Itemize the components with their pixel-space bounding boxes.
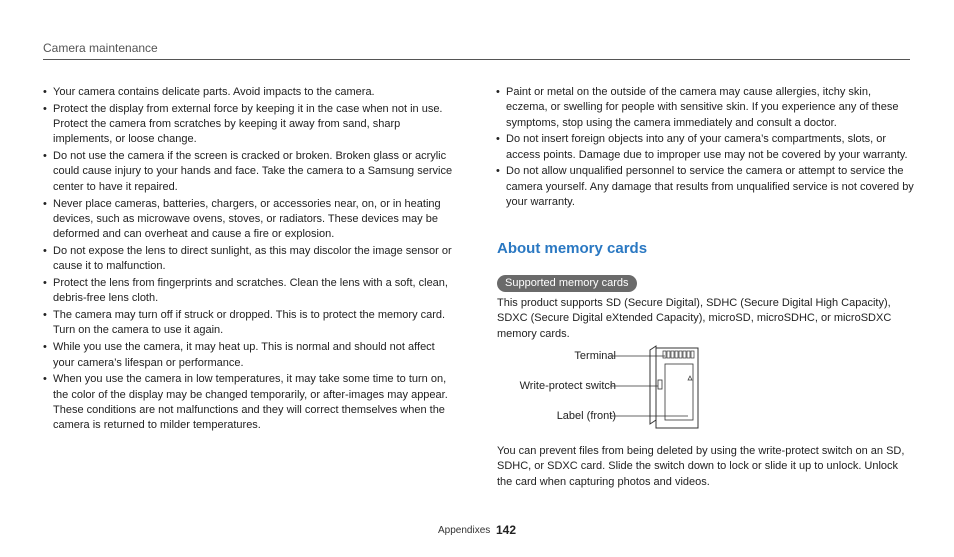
list-item: • Paint or metal on the outside of the camera may cause allergies, itchy skin, eczema, or swelling for people with sensitive skin. If you experience any of these symptoms, stop using the camera immediately and consult a doctor. <box>496 85 914 131</box>
memory-intro-paragraph: This product supports SD (Secure Digital), SDHC (Secure Digital High Capacity), SDXC (Secure Digital eXtended Capacity), microSD, microSDHC, or microSDXC memory cards. <box>497 297 892 340</box>
running-header: Camera maintenance <box>43 41 158 55</box>
header-rule <box>43 59 910 60</box>
list-item: • Protect the lens from fingerprints and scratches. Clean the lens with a soft, clean, debris-free lens cloth. <box>43 276 458 307</box>
sd-card-diagram <box>610 344 720 434</box>
section-title: About memory cards <box>497 240 648 257</box>
sd-card-back <box>650 346 656 424</box>
list-item: • Do not use the camera if the screen is cracked or broken. Broken glass or acrylic could cause injury to your hands and face. Take the camera to a Samsung service center to have it repaired. <box>43 149 458 195</box>
list-item: • The camera may turn off if struck or dropped. This is to protect the memory card. Turn on the camera to use it again. <box>43 308 458 339</box>
write-protect-label: Write-protect switch <box>519 380 616 392</box>
write-protect-switch <box>658 380 662 389</box>
list-item: • Do not allow unqualified personnel to service the camera or attempt to service the camera yourself. Any damage that results from unqualified service is not covered by your warranty. <box>496 164 914 210</box>
list-item: • Do not insert foreign objects into any of your camera’s compartments, slots, or access points. Damage due to improper use may not be covered by your warranty. <box>496 132 914 163</box>
list-item: • Do not expose the lens to direct sunlight, as this may discolor the image sensor or cause it to malfunction. <box>43 244 458 275</box>
label-front-label: Label (front) <box>556 410 616 422</box>
list-item: • Protect the display from external force by keeping it in the case when not in use. Protect the camera from scratches by keeping it away from sand, sharp implements, or loose change. <box>43 102 458 148</box>
list-item: • Never place cameras, batteries, chargers, or accessories near, on, or in heating devices, such as microwave ovens, stoves, or radiators. These devices may be deformed and can overheat and cause a fire or explosion. <box>43 197 458 243</box>
page-number: 142 <box>496 523 517 537</box>
right-bullet-list <box>496 85 914 212</box>
list-item: • While you use the camera, it may heat up. This is normal and should not affect your camera’s lifespan or performance. <box>43 340 458 371</box>
list-item: • Your camera contains delicate parts. Avoid impacts to the camera. <box>43 85 458 100</box>
footer-section-name: Appendixes <box>438 525 491 536</box>
list-item: • When you use the camera in low temperatures, it may take some time to turn on, the color of the display may be changed temporarily, or after-images may appear. These conditions are not malfunctions and they will correct themselves when the camera is returned to milder temperatures. <box>43 372 458 433</box>
terminal-label: Terminal <box>574 350 616 362</box>
left-bullet-list <box>43 85 458 435</box>
subsection-badge: Supported memory cards <box>497 275 637 292</box>
write-protect-paragraph: You can prevent files from being deleted by using the write-protect switch on an SD, SDHC, or SDXC card. Slide the switch down to lock or slide it up to unlock. Unlock the card when capturing photos and videos. <box>497 445 905 488</box>
